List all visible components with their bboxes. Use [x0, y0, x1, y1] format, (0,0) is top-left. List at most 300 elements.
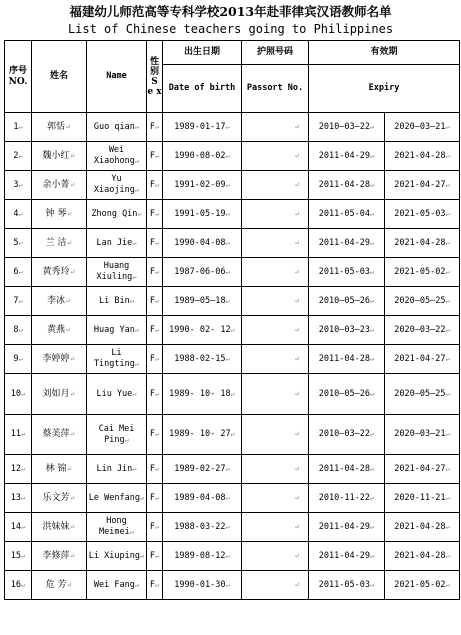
row-date-of-birth: [163, 345, 242, 374]
paragraph-mark: ↵: [445, 325, 450, 334]
row-name-english: [87, 484, 147, 513]
row-number-text: 8: [13, 324, 19, 335]
row-sex-text: F: [149, 295, 155, 306]
row-expiry-to: [385, 513, 460, 542]
row-name-chinese-text: 林 锦: [45, 463, 67, 474]
row-date-of-birth-text: 1989-02-27: [174, 463, 226, 474]
row-expiry-from: [309, 415, 385, 455]
header-number: 序号 NO.: [5, 41, 32, 113]
row-date-of-birth-text: 1989- 10- 27: [169, 429, 231, 439]
paragraph-mark: ↵: [294, 464, 300, 473]
paragraph-mark: ↵: [69, 151, 76, 160]
row-name-chinese-text: 黄秀玲: [42, 266, 70, 277]
row-expiry-from: [309, 142, 385, 171]
row-expiry-from: [309, 484, 385, 513]
paragraph-mark: ↵: [225, 464, 230, 473]
row-date-of-birth: [163, 200, 242, 229]
paragraph-mark: ↵: [369, 580, 375, 589]
row-date-of-birth-text: 1988-02-15: [174, 353, 226, 364]
paragraph-mark: ↵: [445, 430, 450, 438]
row-number-text: 3: [13, 179, 19, 190]
row-expiry-to-text: 2021-04-28: [394, 150, 446, 161]
paragraph-mark: ↵: [18, 180, 23, 189]
row-name-chinese: [32, 258, 87, 287]
paragraph-mark: ↵: [21, 389, 26, 398]
row-expiry-from: [309, 113, 385, 142]
row-date-of-birth: [163, 484, 242, 513]
paragraph-mark: ↵: [225, 238, 230, 247]
row-sex-text: F: [149, 463, 155, 474]
paragraph-mark: ↵: [445, 209, 450, 218]
paragraph-mark: ↵: [132, 389, 137, 398]
paragraph-mark: ↵: [445, 122, 450, 131]
table-row: [5, 415, 460, 455]
row-expiry-from-text: 2011-05-03: [318, 579, 370, 590]
table-row: [5, 287, 460, 316]
header-passport-chinese: 护照号码: [242, 41, 309, 65]
row-sex: [147, 113, 163, 142]
table-row: [5, 258, 460, 287]
row-passport-number: [242, 415, 309, 455]
paragraph-mark: ↵: [21, 464, 26, 473]
row-expiry-from: [309, 171, 385, 200]
row-name-chinese: [32, 142, 87, 171]
row-date-of-birth-text: 1990- 02- 12: [169, 324, 231, 335]
row-name-chinese-text: 乐文芳: [42, 492, 70, 503]
paragraph-mark: ↵: [65, 296, 71, 305]
paragraph-mark: ↵: [18, 122, 23, 131]
row-name-english: [87, 229, 147, 258]
paragraph-mark: ↵: [369, 354, 375, 363]
row-expiry-to: [385, 229, 460, 258]
row-passport-number: [242, 142, 309, 171]
paragraph-mark: ↵: [154, 296, 160, 305]
row-expiry-from-text: 2011-04-29: [318, 521, 370, 532]
row-sex-text: F: [149, 579, 155, 590]
row-number: [5, 229, 32, 258]
row-expiry-from: [309, 345, 385, 374]
paragraph-mark: ↵: [369, 551, 375, 560]
row-date-of-birth: [163, 113, 242, 142]
row-passport-number: [242, 374, 309, 415]
row-expiry-to: [385, 542, 460, 571]
paragraph-mark: ↵: [294, 354, 300, 363]
table-row: [5, 345, 460, 374]
row-name-chinese: [32, 229, 87, 258]
row-name-english: [87, 415, 147, 455]
row-number: [5, 287, 32, 316]
paragraph-mark: ↵: [21, 493, 26, 502]
row-number: [5, 142, 32, 171]
row-passport-number: [242, 171, 309, 200]
row-date-of-birth-text: 1991-02-09: [174, 179, 226, 190]
row-name-english-text: Yu Xiaojing: [93, 174, 135, 195]
row-sex: [147, 542, 163, 571]
row-number-text: 5: [13, 237, 19, 248]
paragraph-mark: ↵: [369, 522, 375, 531]
row-sex: [147, 415, 163, 455]
row-expiry-to-text: 2020—05—25: [394, 295, 446, 306]
row-name-english: [87, 542, 147, 571]
table-row: [5, 571, 460, 600]
row-expiry-from-text: 2010—05—26: [318, 388, 370, 399]
row-expiry-to: [385, 571, 460, 600]
row-name-english-text: Huag Yan: [93, 324, 135, 335]
row-sex: [147, 258, 163, 287]
row-name-chinese: [32, 415, 87, 455]
row-name-chinese-text: 钟 琴: [45, 208, 67, 219]
row-number: [5, 455, 32, 484]
paragraph-mark: ↵: [69, 389, 76, 398]
row-name-english: [87, 345, 147, 374]
table-row: [5, 316, 460, 345]
header-passport-english: Passort No.: [242, 65, 309, 113]
row-expiry-to-text: 2021-04-28: [394, 521, 446, 532]
row-date-of-birth-text: 1988-03-22: [174, 521, 226, 532]
row-name-english-text: Huang Xiuling: [96, 261, 133, 282]
paragraph-mark: ↵: [124, 435, 129, 444]
paragraph-mark: ↵: [21, 580, 26, 589]
row-sex-text: F: [149, 429, 155, 439]
paragraph-mark: ↵: [225, 551, 230, 560]
row-expiry-to-text: 2021-04-27: [394, 179, 446, 190]
row-date-of-birth: [163, 415, 242, 455]
row-expiry-to: [385, 484, 460, 513]
row-expiry-to-text: 2021-04-28: [394, 237, 446, 248]
row-number-text: 10: [10, 388, 22, 399]
paragraph-mark: ↵: [154, 464, 160, 473]
row-sex-text: F: [149, 388, 155, 399]
row-sex: [147, 345, 163, 374]
header-dob-chinese: 出生日期: [163, 41, 242, 65]
header-dob-english: Date of birth: [163, 65, 242, 113]
paragraph-mark: ↵: [294, 180, 300, 189]
paragraph-mark: ↵: [225, 580, 230, 589]
row-name-english: [87, 171, 147, 200]
paragraph-mark: ↵: [154, 122, 160, 131]
row-name-english: [87, 258, 147, 287]
paragraph-mark: ↵: [445, 180, 450, 189]
row-number: [5, 113, 32, 142]
row-name-english: [87, 287, 147, 316]
row-expiry-to: [385, 200, 460, 229]
row-sex: [147, 142, 163, 171]
paragraph-mark: ↵: [225, 209, 230, 218]
paragraph-mark: ↵: [154, 267, 160, 276]
row-sex: [147, 455, 163, 484]
row-expiry-from-text: 2010—05—26: [318, 295, 370, 306]
row-name-chinese: [32, 455, 87, 484]
row-name-chinese-text: 危 芳: [45, 579, 67, 590]
row-number-text: 1: [13, 121, 19, 132]
paragraph-mark: ↵: [132, 464, 137, 473]
row-expiry-to: [385, 415, 460, 455]
row-expiry-from: [309, 229, 385, 258]
row-name-chinese: [32, 200, 87, 229]
row-expiry-to-text: 2020—03—21: [394, 429, 446, 439]
row-name-english: [87, 455, 147, 484]
row-expiry-from-text: 2011-04-28: [318, 179, 370, 190]
row-sex-text: F: [149, 179, 155, 190]
row-expiry-to-text: 2021-05-02: [394, 266, 446, 277]
row-expiry-to-text: 2021-05-02: [394, 579, 446, 590]
row-expiry-to: [385, 455, 460, 484]
paragraph-mark: ↵: [154, 209, 160, 218]
row-expiry-from-text: 2011-05-03: [318, 266, 370, 277]
row-expiry-from: [309, 513, 385, 542]
row-name-chinese-text: 兰 洁: [45, 237, 67, 248]
paragraph-mark: ↵: [134, 360, 140, 368]
paragraph-mark: ↵: [225, 151, 230, 160]
paragraph-mark: ↵: [132, 238, 137, 247]
row-sex: [147, 229, 163, 258]
row-date-of-birth: [163, 142, 242, 171]
row-expiry-from-text: 2011-04-29: [318, 237, 370, 248]
header-expiry-english: Expiry: [309, 65, 460, 113]
paragraph-mark: ↵: [294, 151, 300, 160]
paragraph-mark: ↵: [134, 122, 140, 131]
paragraph-mark: ↵: [134, 580, 140, 589]
paragraph-mark: ↵: [154, 325, 160, 334]
row-sex-text: F: [149, 353, 155, 364]
table-row: [5, 484, 460, 513]
row-expiry-from-text: 2010—03—23: [318, 324, 370, 335]
header-name-chinese: 姓名: [32, 41, 87, 113]
paragraph-mark: ↵: [69, 493, 76, 502]
paragraph-mark: ↵: [18, 151, 23, 160]
row-sex-text: F: [149, 266, 155, 277]
paragraph-mark: ↵: [445, 151, 450, 160]
row-sex: [147, 374, 163, 415]
row-expiry-from-text: 2011-05-04: [318, 208, 370, 219]
row-name-english: [87, 200, 147, 229]
header-sex: 性别 S e x: [147, 41, 163, 113]
paragraph-mark: ↵: [225, 296, 230, 305]
paragraph-mark: ↵: [154, 151, 160, 160]
paragraph-mark: ↵: [230, 430, 235, 438]
paragraph-mark: ↵: [66, 580, 73, 589]
row-name-chinese: [32, 374, 87, 415]
row-number-text: 15: [10, 550, 22, 561]
row-number: [5, 316, 32, 345]
row-sex-text: F: [149, 492, 155, 503]
row-number: [5, 200, 32, 229]
row-name-english: [87, 374, 147, 415]
row-number-text: 16: [10, 579, 22, 590]
row-expiry-from-text: 2011-04-28: [318, 463, 370, 474]
row-name-chinese: [32, 316, 87, 345]
row-number-text: 4: [13, 208, 19, 219]
paragraph-mark: ↵: [294, 296, 300, 305]
paragraph-mark: ↵: [137, 209, 142, 218]
row-passport-number: [242, 455, 309, 484]
row-sex-text: F: [149, 150, 155, 161]
row-expiry-to: [385, 171, 460, 200]
row-name-chinese-text: 蔡美萍: [42, 429, 70, 439]
paragraph-mark: ↵: [129, 528, 134, 536]
row-number-text: 6: [13, 266, 19, 277]
paragraph-mark: ↵: [225, 522, 230, 531]
row-date-of-birth-text: 1989-08-12: [174, 550, 226, 561]
row-number: [5, 345, 32, 374]
paragraph-mark: ↵: [154, 238, 160, 247]
row-number: [5, 171, 32, 200]
paragraph-mark: ↵: [445, 493, 450, 502]
row-number-text: 11: [10, 429, 22, 439]
paragraph-mark: ↵: [69, 267, 76, 276]
row-expiry-to-text: 2021-04-28: [394, 550, 446, 561]
row-number: [5, 374, 32, 415]
row-expiry-from: [309, 287, 385, 316]
row-number-text: 14: [10, 521, 22, 532]
row-passport-number: [242, 484, 309, 513]
paragraph-mark: ↵: [225, 354, 230, 363]
row-name-chinese-text: 李冰: [47, 295, 66, 306]
row-name-chinese-text: 李婷婷: [42, 353, 70, 364]
paragraph-mark: ↵: [154, 389, 160, 398]
paragraph-mark: ↵: [445, 389, 450, 398]
row-expiry-to-text: 2020—03—21: [394, 121, 446, 132]
row-expiry-to-text: 2021-04-27: [394, 463, 446, 474]
row-name-chinese: [32, 484, 87, 513]
paragraph-mark: ↵: [66, 209, 73, 218]
paragraph-mark: ↵: [369, 267, 375, 276]
paragraph-mark: ↵: [369, 151, 375, 160]
row-name-chinese: [32, 171, 87, 200]
row-date-of-birth: [163, 229, 242, 258]
row-sex-text: F: [149, 550, 155, 561]
row-name-english: [87, 316, 147, 345]
paragraph-mark: ↵: [369, 389, 375, 398]
row-date-of-birth: [163, 542, 242, 571]
row-expiry-from-text: 2010-11-22: [318, 492, 370, 503]
row-sex-text: F: [149, 324, 155, 335]
row-number-text: 13: [10, 492, 22, 503]
paragraph-mark: ↵: [69, 522, 76, 531]
row-expiry-from: [309, 374, 385, 415]
row-expiry-from: [309, 542, 385, 571]
row-expiry-from-text: 2010—03—22: [318, 121, 370, 132]
paragraph-mark: ↵: [369, 464, 375, 473]
row-date-of-birth: [163, 316, 242, 345]
row-expiry-from: [309, 258, 385, 287]
header-name-english: Name: [87, 41, 147, 113]
paragraph-mark: ↵: [369, 180, 375, 189]
row-date-of-birth: [163, 287, 242, 316]
row-number-text: 2: [13, 150, 19, 161]
paragraph-mark: ↵: [139, 551, 145, 560]
paragraph-mark: ↵: [445, 551, 450, 560]
row-name-chinese-text: 洪妹妹: [42, 521, 70, 532]
paragraph-mark: ↵: [294, 493, 300, 502]
row-number-text: 9: [13, 353, 19, 364]
row-name-english-text: Hong Meimei: [99, 516, 130, 537]
table-row: [5, 142, 460, 171]
row-name-english-text: Wei Fang: [93, 579, 135, 590]
row-passport-number: [242, 316, 309, 345]
paragraph-mark: ↵: [369, 209, 375, 218]
row-sex: [147, 513, 163, 542]
row-number-text: 7: [13, 295, 19, 306]
paragraph-mark: ↵: [18, 267, 23, 276]
row-date-of-birth-text: 1990-01-30: [174, 579, 226, 590]
row-expiry-from-text: 2011-04-29: [318, 150, 370, 161]
paragraph-mark: ↵: [445, 522, 450, 531]
row-name-chinese: [32, 571, 87, 600]
paragraph-mark: ↵: [65, 325, 71, 334]
row-name-english-text: Zhong Qin: [91, 208, 138, 219]
row-expiry-from: [309, 455, 385, 484]
paragraph-mark: ↵: [21, 522, 26, 531]
row-number: [5, 513, 32, 542]
paragraph-mark: ↵: [69, 430, 76, 438]
paragraph-mark: ↵: [69, 551, 76, 560]
paragraph-mark: ↵: [445, 464, 450, 473]
paragraph-mark: ↵: [294, 209, 300, 218]
paragraph-mark: ↵: [294, 580, 300, 589]
table-row: [5, 374, 460, 415]
paragraph-mark: ↵: [369, 238, 375, 247]
table-row: [5, 200, 460, 229]
paragraph-mark: ↵: [369, 493, 375, 502]
row-date-of-birth-text: 1991-05-19: [174, 208, 226, 219]
row-name-english: [87, 571, 147, 600]
row-expiry-to-text: 2020-11-21: [394, 492, 446, 503]
paragraph-mark: ↵: [294, 267, 300, 276]
row-sex: [147, 171, 163, 200]
paragraph-mark: ↵: [134, 157, 140, 165]
row-name-chinese-text: 黄燕: [47, 324, 66, 335]
teacher-list-table: [4, 40, 460, 600]
row-name-english-text: Lan Jie: [96, 237, 133, 248]
table-row: [5, 542, 460, 571]
paragraph-mark: ↵: [66, 238, 73, 247]
paragraph-mark: ↵: [154, 580, 160, 589]
row-passport-number: [242, 229, 309, 258]
row-sex: [147, 316, 163, 345]
row-sex: [147, 287, 163, 316]
row-name-english: [87, 513, 147, 542]
row-date-of-birth: [163, 571, 242, 600]
row-expiry-from-text: 2010—03—22: [318, 429, 370, 439]
row-name-chinese: [32, 345, 87, 374]
row-passport-number: [242, 258, 309, 287]
row-date-of-birth-text: 1990-08-02: [174, 150, 226, 161]
row-name-chinese-text: 余小菁: [42, 179, 70, 190]
row-name-chinese-text: 魏小红: [42, 150, 70, 161]
paragraph-mark: ↵: [445, 267, 450, 276]
row-date-of-birth: [163, 513, 242, 542]
paragraph-mark: ↵: [69, 354, 76, 363]
row-sex: [147, 571, 163, 600]
paragraph-mark: ↵: [18, 296, 23, 305]
row-expiry-to: [385, 287, 460, 316]
row-name-english-text: Cai Mei Ping: [98, 423, 135, 445]
paragraph-mark: ↵: [445, 580, 450, 589]
row-name-chinese-text: 李修萍: [42, 550, 70, 561]
row-expiry-to-text: 2020—05—25: [394, 388, 446, 399]
row-expiry-to: [385, 374, 460, 415]
row-sex: [147, 200, 163, 229]
paragraph-mark: ↵: [294, 238, 300, 247]
paragraph-mark: ↵: [129, 296, 134, 305]
row-passport-number: [242, 571, 309, 600]
row-name-chinese: [32, 542, 87, 571]
paragraph-mark: ↵: [139, 493, 145, 502]
row-name-english-text: Guo qian: [93, 121, 135, 132]
paragraph-mark: ↵: [225, 122, 230, 131]
row-name-english-text: Liu Yue: [96, 388, 133, 399]
